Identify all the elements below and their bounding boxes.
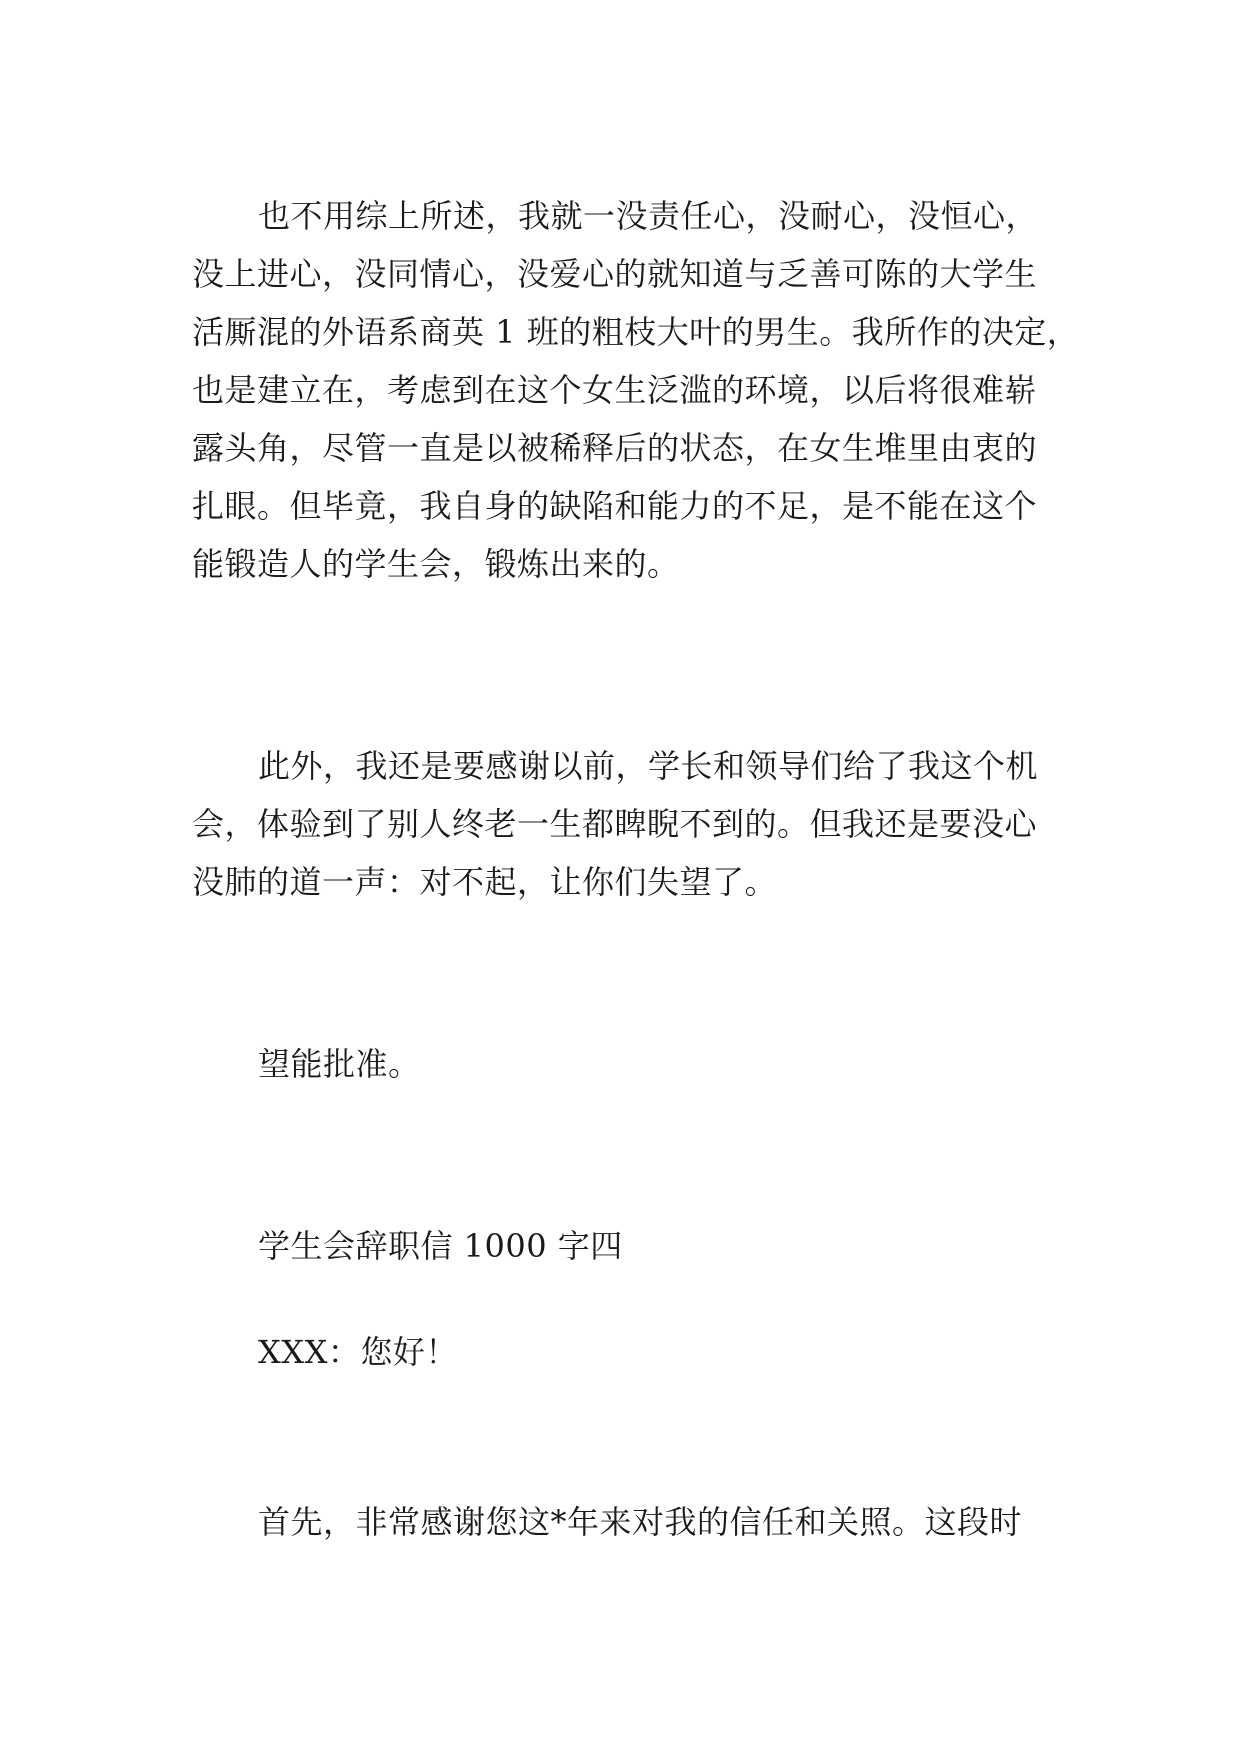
paragraph-1-line-2: 没上进心，没同情心，没爱心的就知道与乏善可陈的大学生: [192, 255, 1038, 293]
salutation: XXX：您好！: [258, 1333, 458, 1371]
paragraph-4-line-1: 首先，非常感谢您这*年来对我的信任和关照。这段时: [258, 1503, 1023, 1541]
paragraph-3-line-1: 望能批准。: [258, 1045, 421, 1083]
paragraph-1-line-7: 能锻造人的学生会，锻炼出来的。: [192, 545, 680, 583]
paragraph-1-line-6: 扎眼。但毕竟，我自身的缺陷和能力的不足，是不能在这个: [192, 487, 1038, 525]
section-title: 学生会辞职信 1000 字四: [258, 1227, 623, 1265]
paragraph-2-line-2: 会，体验到了别人终老一生都睥睨不到的。但我还是要没心: [192, 805, 1038, 843]
paragraph-2-line-1: 此外，我还是要感谢以前，学长和领导们给了我这个机: [258, 747, 1039, 785]
paragraph-1-line-3: 活厮混的外语系商英 1 班的粗枝大叶的男生。我所作的决定，: [192, 313, 1080, 351]
paragraph-2-line-3: 没肺的道一声：对不起，让你们失望了。: [192, 863, 778, 901]
paragraph-1-line-5: 露头角，尽管一直是以被稀释后的状态，在女生堆里由衷的: [192, 429, 1038, 467]
paragraph-1-line-4: 也是建立在，考虑到在这个女生泛滥的环境，以后将很难崭: [192, 371, 1038, 409]
paragraph-1-line-1: 也不用综上所述，我就一没责任心，没耐心，没恒心，: [258, 197, 1039, 235]
